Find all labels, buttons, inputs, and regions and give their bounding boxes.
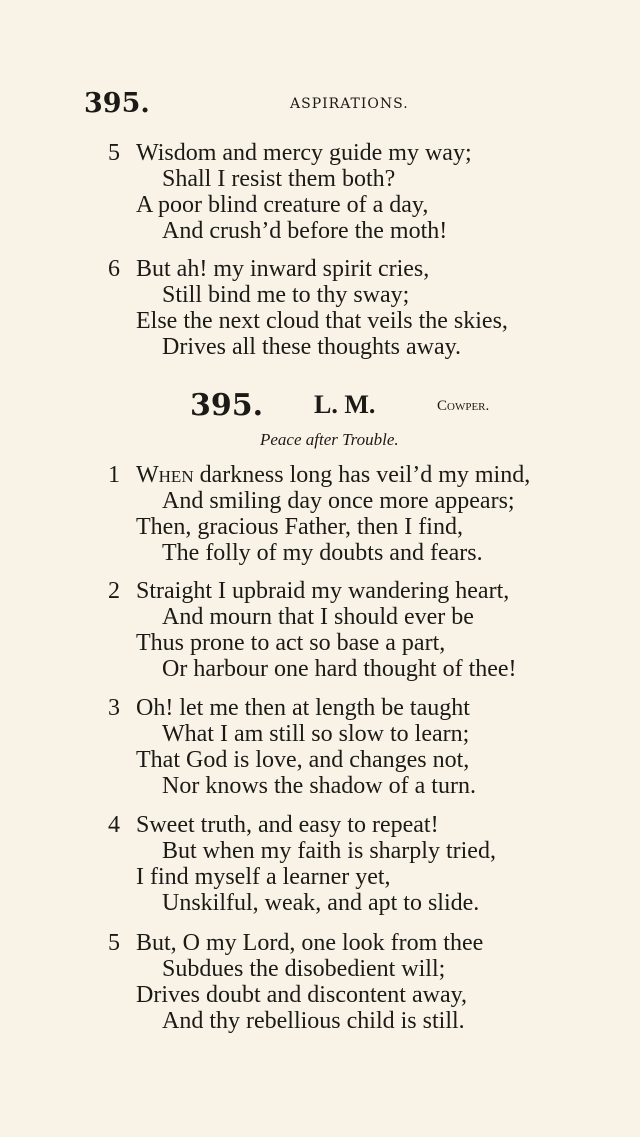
verse-line: Thus prone to act so base a part, [136, 630, 446, 656]
running-title: ASPIRATIONS. [290, 96, 409, 112]
verse-line: A poor blind creature of a day, [136, 192, 429, 218]
verse-line: Oh! let me then at length be taught [136, 695, 470, 721]
verse-line: Or harbour one hard thought of thee! [162, 656, 517, 682]
hymn-title: Peace after Trouble. [260, 430, 399, 449]
verse-line: And mourn that I should ever be [162, 604, 474, 630]
verse-line [136, 462, 530, 488]
verse-line-rest: darkness long has veil’d my mind, [193, 462, 531, 488]
verse-number: 3 [108, 695, 120, 721]
verse-line: And smiling day once more appears; [162, 488, 515, 514]
verse-line: What I am still so slow to learn; [162, 721, 470, 747]
verse-line: Drives all these thoughts away. [162, 334, 462, 360]
verse-line: Straight I upbraid my wandering heart, [136, 578, 510, 604]
verse-line: That God is love, and changes not, [136, 747, 470, 773]
verse-line: I find myself a learner yet, [136, 864, 391, 890]
page-header [0, 88, 640, 118]
verse-line: The folly of my doubts and fears. [162, 540, 483, 566]
verse-line: And crush’d before the moth! [162, 218, 448, 244]
hymn-meter: L. M. [314, 390, 376, 419]
verse-line: Subdues the disobedient will; [162, 956, 446, 982]
verse-line: Wisdom and mercy guide my way; [136, 140, 472, 166]
verse-number: 6 [108, 256, 120, 282]
hymn-number: 395. [190, 388, 264, 423]
verse-line: Drives doubt and discontent away, [136, 982, 468, 1008]
verse-first-word: When [136, 462, 194, 488]
verse-line: And thy rebellious child is still. [162, 1008, 465, 1034]
verse-line: But ah! my inward spirit cries, [136, 256, 430, 282]
verse-line: Sweet truth, and easy to repeat! [136, 812, 439, 838]
verse-line: Then, gracious Father, then I find, [136, 514, 463, 540]
verse-number: 5 [108, 930, 120, 956]
verse-number: 4 [108, 812, 120, 838]
page-number: 395. [84, 88, 150, 119]
hymn-author: Cowper. [437, 398, 490, 414]
verse-number: 2 [108, 578, 120, 604]
verse-line: Shall I resist them both? [162, 166, 396, 192]
verse-line: Unskilful, weak, and apt to slide. [162, 890, 480, 916]
verse-line: But, O my Lord, one look from thee [136, 930, 484, 956]
hymn-heading [0, 388, 640, 424]
verse-line: But when my faith is sharply tried, [162, 838, 496, 864]
verse-line: Else the next cloud that veils the skies, [136, 308, 508, 334]
verse-number: 1 [108, 462, 120, 488]
verse-line: Still bind me to thy sway; [162, 282, 410, 308]
verse-line: Nor knows the shadow of a turn. [162, 773, 476, 799]
verse-number: 5 [108, 140, 120, 166]
